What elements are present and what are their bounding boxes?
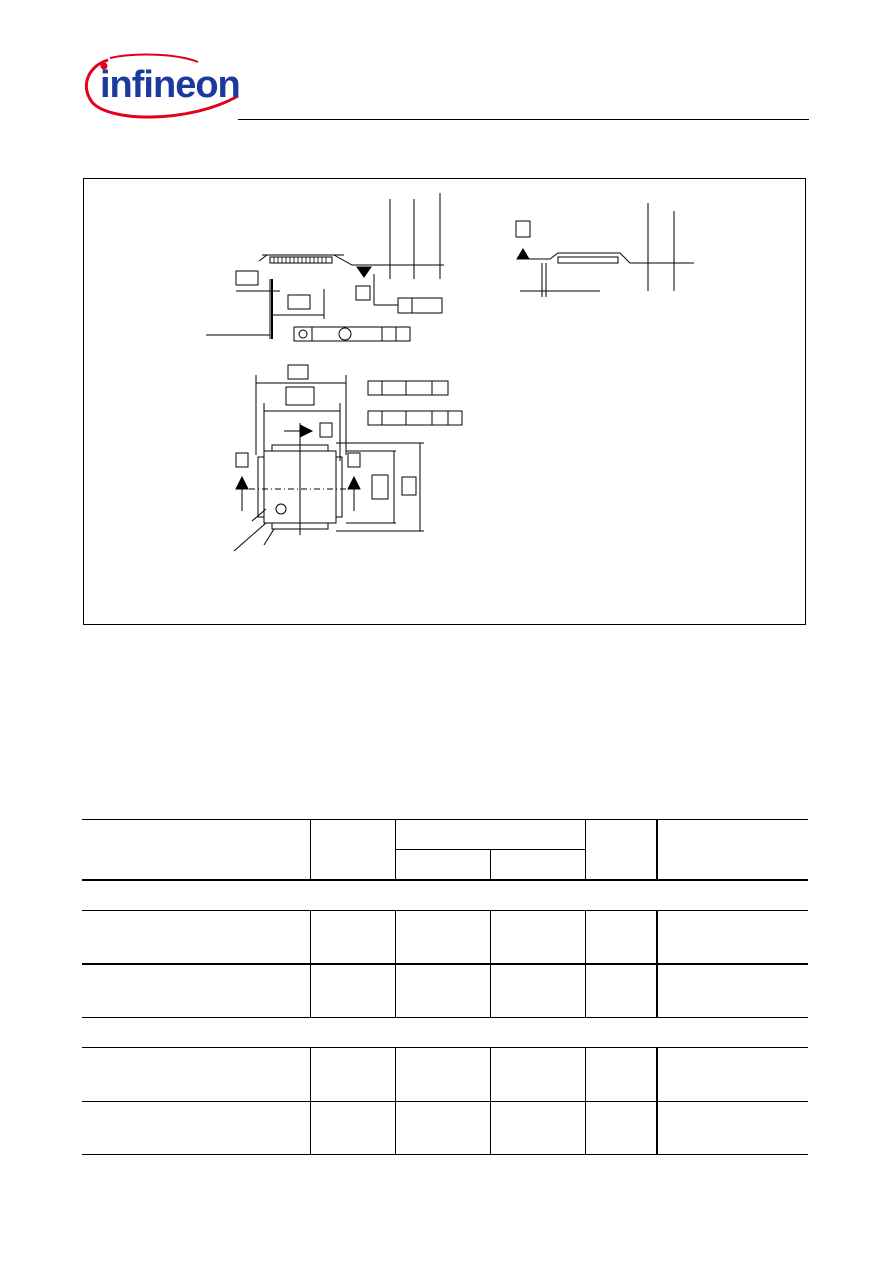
section-rule-2: [82, 1017, 808, 1018]
top-view: [234, 365, 462, 551]
row-col-divider-1b: [310, 1047, 311, 1154]
row-col-divider-3a: [490, 910, 491, 1017]
package-outline-drawing: [83, 178, 806, 625]
row-rule-2: [82, 1047, 808, 1048]
row-col-divider-1a: [310, 910, 311, 1017]
table-bottom-rule: [82, 1154, 808, 1155]
row-col-divider-5a: [656, 910, 658, 1017]
table-header-rule: [82, 879, 808, 881]
logo-wordmark: infineon: [100, 64, 240, 106]
header-divider: [238, 119, 809, 120]
package-drawing-svg: [84, 179, 807, 626]
infineon-logo: [78, 52, 244, 124]
table-top-rule: [82, 819, 808, 820]
row-col-divider-3b: [490, 1047, 491, 1154]
header-col-divider-1: [310, 819, 311, 880]
header-col-divider-4: [585, 819, 586, 880]
header-col-divider-2: [395, 819, 396, 880]
side-view-right: [516, 203, 694, 297]
header-col-divider-3: [490, 849, 491, 880]
row-col-divider-4a: [585, 910, 586, 1017]
section-rule-1: [82, 910, 808, 911]
row-rule-3: [82, 1101, 808, 1102]
side-view-left: [206, 193, 444, 341]
row-col-divider-2b: [395, 1047, 396, 1154]
row-col-divider-4b: [585, 1047, 586, 1154]
row-col-divider-2a: [395, 910, 396, 1017]
header-col-divider-5: [656, 819, 658, 880]
row-rule-1: [82, 963, 808, 965]
row-col-divider-5b: [656, 1047, 658, 1154]
